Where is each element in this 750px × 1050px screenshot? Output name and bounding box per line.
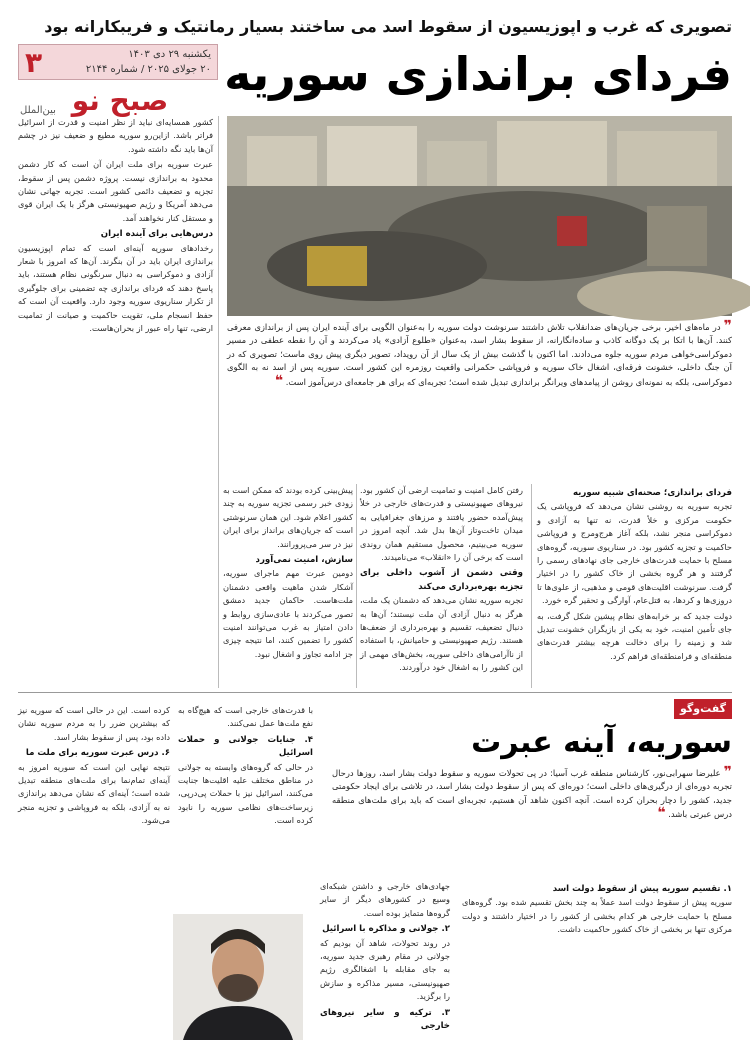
column-paragraph: رفتن کامل امنیت و تمامیت ارضی آن کشور بود. نیروهای صهیونیستی و قدرت‌های خارجی در خلأ پیش‌آمده حضور یافتند و مرزهای جغرافیایی به میدان تاخت‌وتاز آن‌ها بدل شد. آنچه امروز در سوریه می‌بینیم، محصول مستقیم همان روندی است که برخی آن را «انقلاب» می‌نامیدند. (360, 485, 523, 563)
open-quote-icon: ❞ (723, 318, 732, 334)
column-paragraph: در روند تحولات، شاهد آن بودیم که جولانی در مقام رهبری جدید سوریه، به جای مقابله با اشغالگری رژیم صهیونیستی، مسیر مذاکره و سازش را برگزید. (320, 937, 450, 1002)
crowd-photo-illustration (227, 116, 732, 316)
lead-photo (227, 116, 732, 316)
section-tag: گفت‌وگو (674, 699, 732, 719)
portrait-illustration (173, 914, 303, 1040)
close-quote-icon: ❝ (657, 805, 666, 822)
bottom-headline: سوریه، آینه عبرت (471, 725, 732, 760)
column-subhead: وقتی دشمن از آشوب داخلی برای تجزیه بهره‌برداری می‌کند (360, 568, 523, 592)
bottom-column-4 (18, 704, 170, 1040)
column-paragraph: کشور همسایه‌ای نباید از نظر امنیت و قدرت از اسرائیل فراتر باشد. ازاین‌رو سوریه مطیع و ضعیف نیز در چشم آن‌ها باید نگه داشته شود. (18, 117, 213, 154)
column-subhead: درس‌هایی برای آینده ایران (100, 229, 213, 240)
section-label: بین‌الملل (20, 105, 56, 116)
column-paragraph: پیش‌بینی کرده بودند که ممکن است به زودی خبر رسمی تجزیه سوریه به چند کشور اعلام شود. این همان سرنوشتی است که جریان‌های برانداز برای ایران نیز در سر می‌پرورانند. (223, 485, 353, 549)
newspaper-page (18, 14, 732, 1040)
column-middle (360, 484, 523, 688)
issue-date: یکشنبه ۲۹ دی ۱۴۰۳ (128, 49, 211, 60)
column-paragraph: سوریه پیش از سقوط دولت اسد عملاً به چند بخش تقسیم شده بود. گروه‌های مسلح با حمایت خارجی هر کدام بخشی از کشور را در اختیار داشتند و دولت مرکزی تنها بر بخشی از خاک کشور حاکمیت داشت. (462, 897, 732, 935)
page-header (18, 14, 732, 116)
column-subhead: ۴. جنایات جولانی و حملات اسرائیل (178, 734, 313, 759)
main-headline: فردای براندازی سوریه (224, 47, 732, 101)
issue-block (18, 44, 218, 116)
column-subhead: ۶. درس عبرت سوریه برای ملت ما (25, 748, 170, 759)
column-right (537, 484, 732, 688)
column-subhead: ۳. ترکیه و سایر نیروهای خارجی (320, 1007, 450, 1032)
column-divider (356, 484, 357, 688)
column-paragraph: کرده است. این در حالی است که سوریه نیز که بیشترین ضرر را به مردم سوریه نشان داده بود، پس از سقوط بشار اسد. (18, 705, 170, 742)
interviewee-portrait (173, 914, 303, 1040)
column-subhead: سازش، امنیت نمی‌آورد (255, 555, 353, 566)
column-subhead: فردای براندازی؛ صحنه‌ای شبیه سوریه (572, 488, 732, 498)
column-subhead: ۲. جولانی و مذاکره با اسرائیل (322, 924, 450, 935)
open-quote-icon: ❞ (723, 764, 732, 780)
bottom-column-3 (178, 704, 313, 909)
kicker: تصویری که غرب و اپوزیسیون از سقوط اسد می ساختند بسیار رمانتیک و فریبکارانه بود (44, 17, 732, 36)
column-subhead: ۱. تقسیم سوریه پیش از سقوط دولت اسد (552, 884, 732, 894)
column-paragraph: عبرت سوریه برای ملت ایران آن است که کار دشمن محدود به براندازی نیست. پروژه دشمن پس از سقوط، تجزیه و تضعیف دائمی کشور است. تجربه جهانی نشان می‌دهد آمریکا و رژیم صهیونیستی هرگز با یک ایران قوی و مستقل کنار نخواهند آمد. (18, 159, 213, 223)
lead-paragraph (227, 320, 732, 474)
column-paragraph: نتیجه نهایی این است که سوریه امروز به آینه‌ای تمام‌نما برای ملت‌های منطقه تبدیل شده است؛ آینه‌ای که نشان می‌دهد براندازی نه به آزادی، بلکه به فروپاشی و تجزیه منجر می‌شود. (18, 761, 170, 826)
bottom-lead (332, 766, 732, 876)
column-paragraph: جهادی‌های خارجی و داشتن شبکه‌ای وسیع در کشورهای دیگر از سایر گروه‌ها متمایز بوده است. (320, 881, 450, 918)
column-left-top (18, 116, 213, 688)
bottom-column-2 (320, 880, 450, 1040)
lead-text: در ماه‌های اخیر، برخی جریان‌های ضدانقلاب تلاش داشتند سرنوشت دولت سوریه را به‌عنوان الگویی برای آینده ایران پس از براندازی معرفی کنند. آن‌ها با اتکا بر یک دوگانه کاذب و ساده‌انگارانه، از سقوط بشار اسد، به‌عنوان «طلوع آزادی» یاد می‌کردند و آن را نقطه عطفی در مسیر دموکراسی‌خواهی مردم سوریه جلوه می‌دادند. اما اکنون با گذشت بیش از یک سال از آن رویداد، تصویر دیگری پیش روی ماست؛ تصویری که در آن جنگ داخلی، خشونت فرقه‌ای، اشغال خاک سوریه و فروپاشی حکمرانی واقعیت روزمره این کشور است. سوریه پس از اسد نه به الگوی دموکراسی، بلکه به نمونه‌ای روشن از پیامدهای ویرانگر براندازی تبدیل شده است؛ تجربه‌ای که برای هر جامعه‌ای درس‌آموز است. (227, 322, 732, 387)
column-paragraph: رخدادهای سوریه آینه‌ای است که تمام اپوزیسیون براندازی ایران باید در آن بنگرند. آن‌ها که امروز با شعار آزادی و دموکراسی به دنبال سرنگونی نظام هستند، باید پاسخ دهند که فردای براندازی چه تضمینی برای جلوگیری از تکرار سناریوی سوریه وجود دارد. واقعیت آن است که حفظ انسجام ملی، تقویت حاکمیت و صیانت از تمامیت ارضی، تنها راه عبور از بحران‌هاست. (18, 242, 213, 334)
issue-number: ۲۰ جولای ۲۰۲۵ / شماره ۲۱۴۴ (85, 64, 211, 75)
column-paragraph: در حالی که گروه‌های وابسته به جولانی در مناطق مختلف علیه اقلیت‌ها جنایت می‌کنند، اسرائیل نیز با حملات پی‌درپی، زیرساخت‌های نظامی سوریه را نابود کرده است. (178, 761, 313, 826)
bottom-lead-text: علیرضا سهرابی‌نور، کارشناس منطقه غرب آسیا: در پی تحولات سوریه و سقوط دولت بشار اسد، روزها درحال تجربه دوره‌ای از درگیری‌های داخلی است؛ دوره‌ای که پس از سقوط دولت بشار اسد، در تلاشی برای ایجاد حکومتی جدید، کشور را دچار بحران کرده است. آنچه اکنون شاهد آن هستیم، تجربه‌ای است که باید برای ملت‌های منطقه درس عبرتی باشد. (332, 768, 732, 820)
issue-bar (18, 44, 218, 80)
column-paragraph: با قدرت‌های خارجی است که هیچ‌گاه به نفع ملت‌ها عمل نمی‌کنند. (178, 705, 313, 729)
column-paragraph: دومین عبرت مهم ماجرای سوریه، آشکار شدن ماهیت واقعی دشمنان ملت‌هاست. حاکمان جدید دمشق تصور می‌کردند با عادی‌سازی روابط و دادن امتیاز به غرب می‌توانند امنیت کشور را تضمین کنند، اما نتیجه چیزی جز ادامه تجاوز و اشغال نبود. (223, 568, 353, 659)
bottom-column-1 (462, 880, 732, 1040)
section-divider (18, 692, 732, 693)
column-paragraph: دولت جدید که بر خرابه‌های نظام پیشین شکل گرفت، به جای تأمین امنیت، خود به یکی از بازیگران خشونت تبدیل شد و زمینه را برای دخالت هرچه بیشتر قدرت‌های منطقه‌ای و فرامنطقه‌ای فراهم کرد. (537, 610, 732, 661)
column-photo-side (223, 484, 353, 688)
column-divider (218, 116, 219, 688)
newspaper-logo: صبح نو (71, 84, 169, 117)
page-number: ۳ (25, 46, 43, 79)
close-quote-icon: ❝ (274, 372, 284, 389)
column-divider (531, 484, 532, 688)
column-paragraph: تجربه سوریه به روشنی نشان می‌دهد که فروپاشی یک حکومت مرکزی و خلأ قدرت، نه تنها به آزادی و دموکراسی منجر نشد، بلکه آغاز هرج‌ومرج و فروپاشی حاکمیت و تجزیه کشور بود. در سناریوی سوریه، گروه‌های مسلح با حمایت قدرت‌های خارجی جای نهادهای رسمی را گرفتند و هر گروه بخشی از خاک کشور را در اختیار گرفت. سرنوشت اقلیت‌های قومی و مذهبی، از علوی‌ها تا دروزی‌ها و کردها، به قتل‌عام، آوارگی و تحقیر گره خورد. (537, 501, 732, 606)
column-paragraph: تجربه سوریه نشان می‌دهد که دشمنان یک ملت، هرگز به دنبال آزادی آن ملت نیستند؛ آن‌ها به دنبال تضعیف، تقسیم و بهره‌برداری از ضعف‌ها هستند. رژیم صهیونیستی و حامیانش، با استفاده از ناآرامی‌های داخلی سوریه، بخش‌های مهمی از این کشور را به اشغال خود درآوردند. (360, 595, 523, 673)
